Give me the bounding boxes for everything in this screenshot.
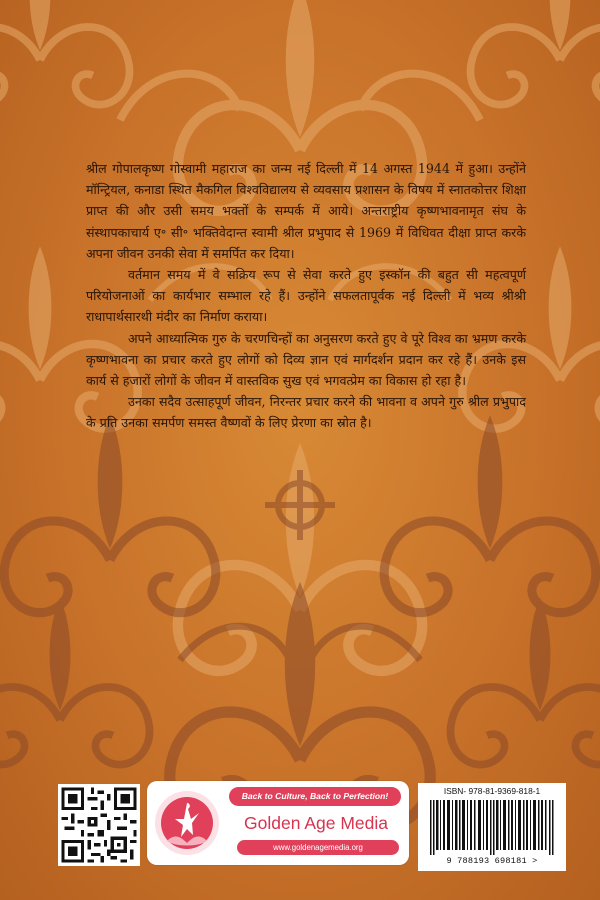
barcode-digits: 9 788193 698181 > — [446, 856, 538, 866]
isbn-label: ISBN- 978-81-9369-818-1 — [443, 786, 541, 796]
publisher-name: Golden Age Media — [244, 813, 388, 833]
author-bio — [86, 158, 526, 434]
publisher-website: www.goldenagemedia.org — [237, 840, 399, 855]
publisher-badge — [147, 781, 409, 865]
barcode-icon — [428, 800, 556, 855]
bio-paragraph-2: वर्तमान समय में वे सक्रिय रूप से सेवा करते हुए इस्कॉन की बहुत सी महत्वपूर्ण परियोजनाओं का कार्यभार सम्भाल रहे हैं। उन्होंने सफलतापूर्वक नई दिल्ली में भव्य श्रीश्री राधापार्थसारथी मंदीर का निर्माण कराया। — [86, 267, 526, 325]
bio-paragraph-4: उनका सदैव उत्साहपूर्ण जीवन, निरन्तर प्रचार करने की भावना व अपने गुरु श्रील प्रभुपाद के प्रति उनका समर्पण समस्त वैष्णवों के लिए प्रेरणा का स्रोत है। — [86, 394, 526, 431]
publisher-tagline: Back to Culture, Back to Perfection! — [229, 787, 401, 806]
isbn-barcode — [418, 783, 566, 871]
bio-paragraph-1: श्रील गोपालकृष्ण गोस्वामी महाराज का जन्म नई दिल्ली में 14 अगस्त 1944 में हुआ। उन्होंने मॉन्ट्रियल, कनाडा स्थित मैकगिल विश्वविद्यालय से व्यवसाय प्रशासन के विषय में स्नातकोत्तर शिक्षा प्राप्त की और उसी समय भक्तों के सम्पर्क में आये। अन्तराष्ट्रीय कृष्णभावनामृत संघ के संस्थापकाचार्य ए॰ सी॰ भक्तिवेदान्त स्वामी श्रील प्रभुपाद से 1969 में विधिवत दीक्षा प्राप्त करके अपना जीवन उनकी सेवा में समर्पित कर दिया। — [86, 161, 526, 261]
qr-code-icon — [58, 784, 140, 866]
ornament-dark — [0, 417, 600, 825]
bio-paragraph-3: अपने आध्यात्मिक गुरु के चरणचिन्हों का अनुसरण करते हुए वे पूरे विश्व का भ्रमण करके कृष्णभावना का प्रचार करते हुए लोगों को दिव्य ज्ञान एवं मार्गदर्शन प्रदान कर रहे हैं। उनके इस कार्य से हजारों लोगों के जीवन में वास्तविक सुख एवं भगवत्प्रेम का विकास हो रहा है। — [86, 330, 526, 389]
lotus-dancer-logo-icon — [153, 789, 221, 857]
